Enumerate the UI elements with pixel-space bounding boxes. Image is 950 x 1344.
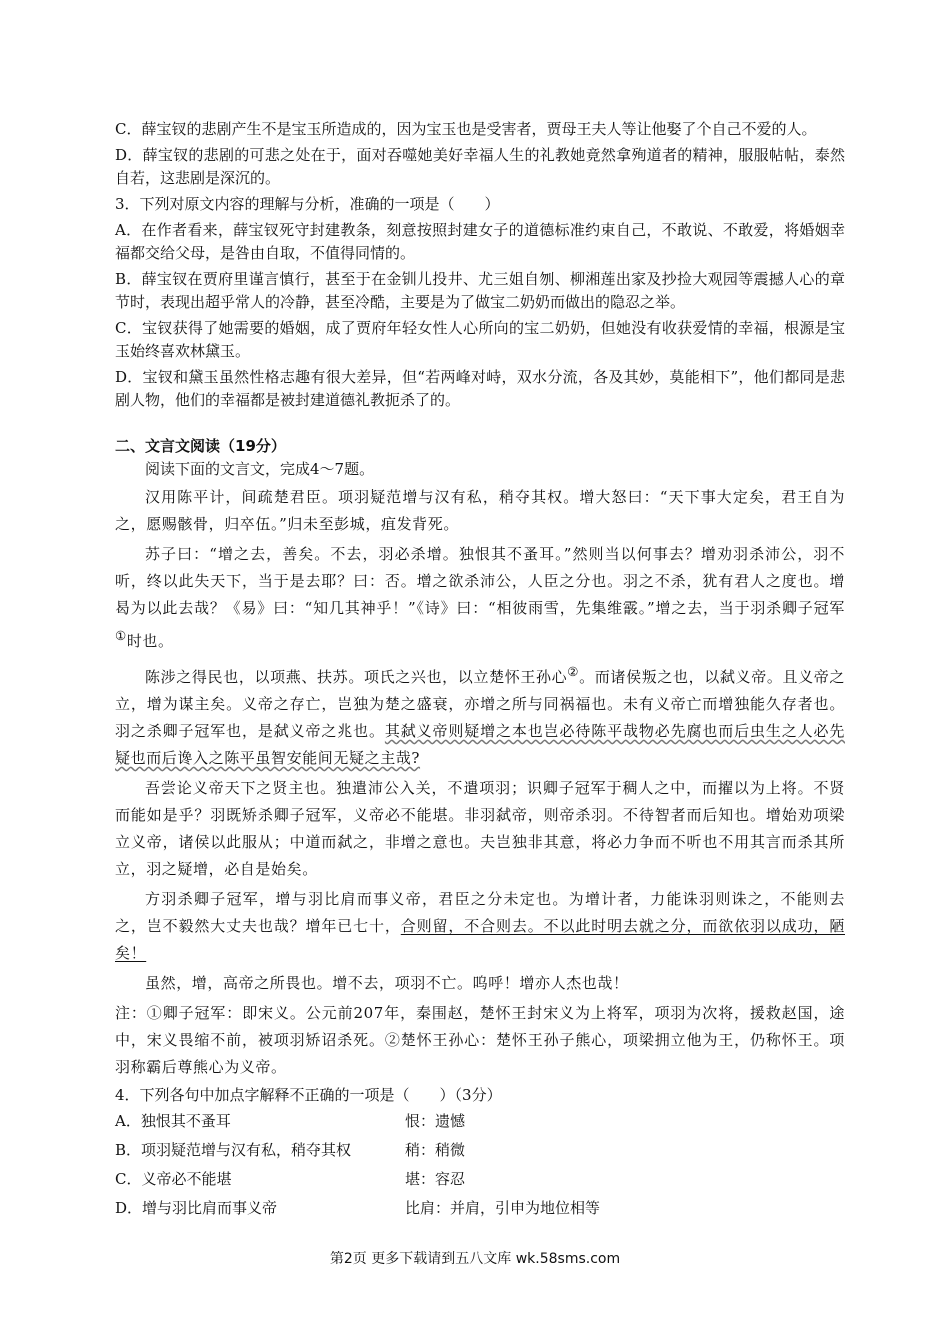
q4-option-c-sentence: C．义帝必不能堪 bbox=[115, 1170, 232, 1188]
wavy-underlined-sentence: 其弑义帝则疑增之本也岂必待陈平哉物必先腐也而后虫生之人必先疑也而后谗入之陈平虽智安能间无疑之主哉? bbox=[115, 722, 846, 767]
q3-option-d: D．宝钗和黛玉虽然性格志趣有很大差异，但“若两峰对峙，双水分流，各及其妙，莫能相下”，他们都同是悲剧人物，他们的幸福都是被封建道德礼教扼杀了的。 bbox=[115, 368, 845, 409]
passage-paragraph-2 bbox=[115, 541, 845, 655]
q4-option-c-gloss: 堪：容忍 bbox=[405, 1170, 466, 1188]
paragraph-3-text-a: 陈涉之得民也，以项燕、扶苏。项氏之兴也，以立楚怀王孙心 bbox=[145, 668, 568, 686]
q4-option-c bbox=[115, 1165, 845, 1194]
q3-option-c: C．宝钗获得了她需要的婚姻，成了贾府年轻女性人心所向的宝二奶奶，但她没有收获爱情的幸福，根源是宝玉始终喜欢林黛玉。 bbox=[115, 319, 845, 360]
paragraph-2-text: 苏子曰：“增之去，善矣。不去，羽必杀增。独恨其不蚤耳。”然则当以何事去？增劝羽杀沛公，羽不听，终以此失天下，当于是去耶？曰：否。增之欲杀沛公，人臣之分也。羽之不杀，犹有君人之度也。增曷为以此去哉？《易》曰：“知几其神乎！”《诗》曰：“相彼雨雪，先集维霰。”增之去，当于羽杀卿子冠军 bbox=[115, 545, 845, 617]
passage-paragraph-1: 汉用陈平计，间疏楚君臣。项羽疑范增与汉有私，稍夺其权。增大怒曰：“天下事大定矣，君王自为之，愿赐骸骨，归卒伍。”归未至彭城，疽发背死。 bbox=[115, 488, 845, 533]
footnote-marker-1: ① bbox=[115, 628, 127, 643]
page-footer: 第2页 更多下载请到五八文库 wk.58sms.com bbox=[329, 1251, 621, 1267]
q3-stem: 3．下列对原文内容的理解与分析，准确的一项是（ ） bbox=[115, 195, 500, 213]
passage-paragraph-6: 虽然，增，高帝之所畏也。增不去，项羽不亡。呜呼！增亦人杰也哉！ bbox=[145, 974, 629, 992]
q4-option-d-gloss: 比肩：并肩，引申为地位相等 bbox=[405, 1199, 601, 1217]
paragraph-2-end: 时也。 bbox=[126, 632, 174, 650]
q4-option-b bbox=[115, 1136, 845, 1165]
passage-paragraph-5 bbox=[115, 886, 845, 967]
section-intro: 阅读下面的文言文，完成4～7题。 bbox=[145, 460, 375, 478]
section-heading: 二、文言文阅读（19分） bbox=[115, 437, 286, 455]
q4-option-a-gloss: 恨：遗憾 bbox=[405, 1112, 466, 1130]
q4-option-b-gloss: 稍：稍微 bbox=[405, 1141, 466, 1159]
q4-option-b-sentence: B．项羽疑范增与汉有私，稍夺其权 bbox=[115, 1141, 352, 1159]
passage-paragraph-4: 吾尝论义帝天下之贤主也。独遣沛公入关，不遣项羽；识卿子冠军于稠人之中，而擢以为上将。不贤而能如是乎？羽既矫杀卿子冠军，义帝必不能堪。非羽弑帝，则帝杀羽。不待智者而后知也。增始劝项梁立义帝，诸侯以此服从；中道而弑之，非增之意也。夫岂独非其意，将必力争而不听也不用其言而杀其所立，羽之疑增，必自是始矣。 bbox=[115, 779, 845, 878]
q2-option-d: D．薛宝钗的悲剧的可悲之处在于，面对吞噬她美好幸福人生的礼教她竟然拿殉道者的精神，服服帖帖，泰然自若，这悲剧是深沉的。 bbox=[115, 146, 845, 187]
q4-option-d bbox=[115, 1194, 845, 1223]
q4-option-a-sentence: A．独恨其不蚤耳 bbox=[115, 1112, 231, 1130]
q4-stem: 4．下列各句中加点字解释不正确的一项是（ ）（3分） bbox=[115, 1086, 502, 1104]
paragraph-5-text: 方羽杀卿子冠军，增与羽比肩而事义帝，君臣之分未定也。为增计者，力能诛羽则诛之，不能则去之，岂不毅然大丈夫也哉？增年已七十， bbox=[115, 890, 845, 935]
footnote-marker-2: ② bbox=[567, 664, 580, 679]
q3-option-b: B．薛宝钗在贾府里谨言慎行，甚至于在金钏儿投井、尤三姐自刎、柳湘莲出家及抄捡大观园等震撼人心的章节时，表现出超乎常人的冷静，甚至冷酷，主要是为了做宝二奶奶而做出的隐忍之举。 bbox=[115, 270, 845, 311]
q2-option-c: C．薛宝钗的悲剧产生不是宝玉所造成的，因为宝玉也是受害者，贾母王夫人等让他娶了个自己不爱的人。 bbox=[115, 120, 817, 138]
q3-option-a: A．在作者看来，薛宝钗死守封建教条，刻意按照封建女子的道德标准约束自己，不敢说、不敢爱，将婚姻幸福都交给父母，是咎由自取，不值得同情的。 bbox=[115, 221, 845, 262]
footnotes: 注：①卿子冠军：即宋义。公元前207年，秦围赵，楚怀王封宋义为上将军，项羽为次将，援救赵国，途中，宋义畏缩不前，被项羽矫诏杀死。②楚怀王孙心：楚怀王孙子熊心，项梁拥立他为王，仍称怀王。项羽称霸后尊熊心为义帝。 bbox=[115, 1004, 845, 1076]
underlined-sentence: 合则留，不合则去。不以此时明去就之分，而欲依羽以成功，陋矣！ bbox=[115, 917, 845, 962]
document-body bbox=[115, 118, 845, 1223]
q4-option-d-sentence: D．增与羽比肩而事义帝 bbox=[115, 1199, 278, 1217]
passage-paragraph-3 bbox=[115, 658, 845, 772]
paragraph-3-text-b: 。而诸侯叛之也，以弑义帝。且义帝之立，增为谋主矣。义帝之存亡，岂独为楚之盛衰，亦增之所与同祸福也。未有义帝亡而增独能久存者也。羽之杀卿子冠军也，是弑义帝之兆也。 bbox=[115, 668, 846, 740]
q4-option-a bbox=[115, 1107, 845, 1136]
